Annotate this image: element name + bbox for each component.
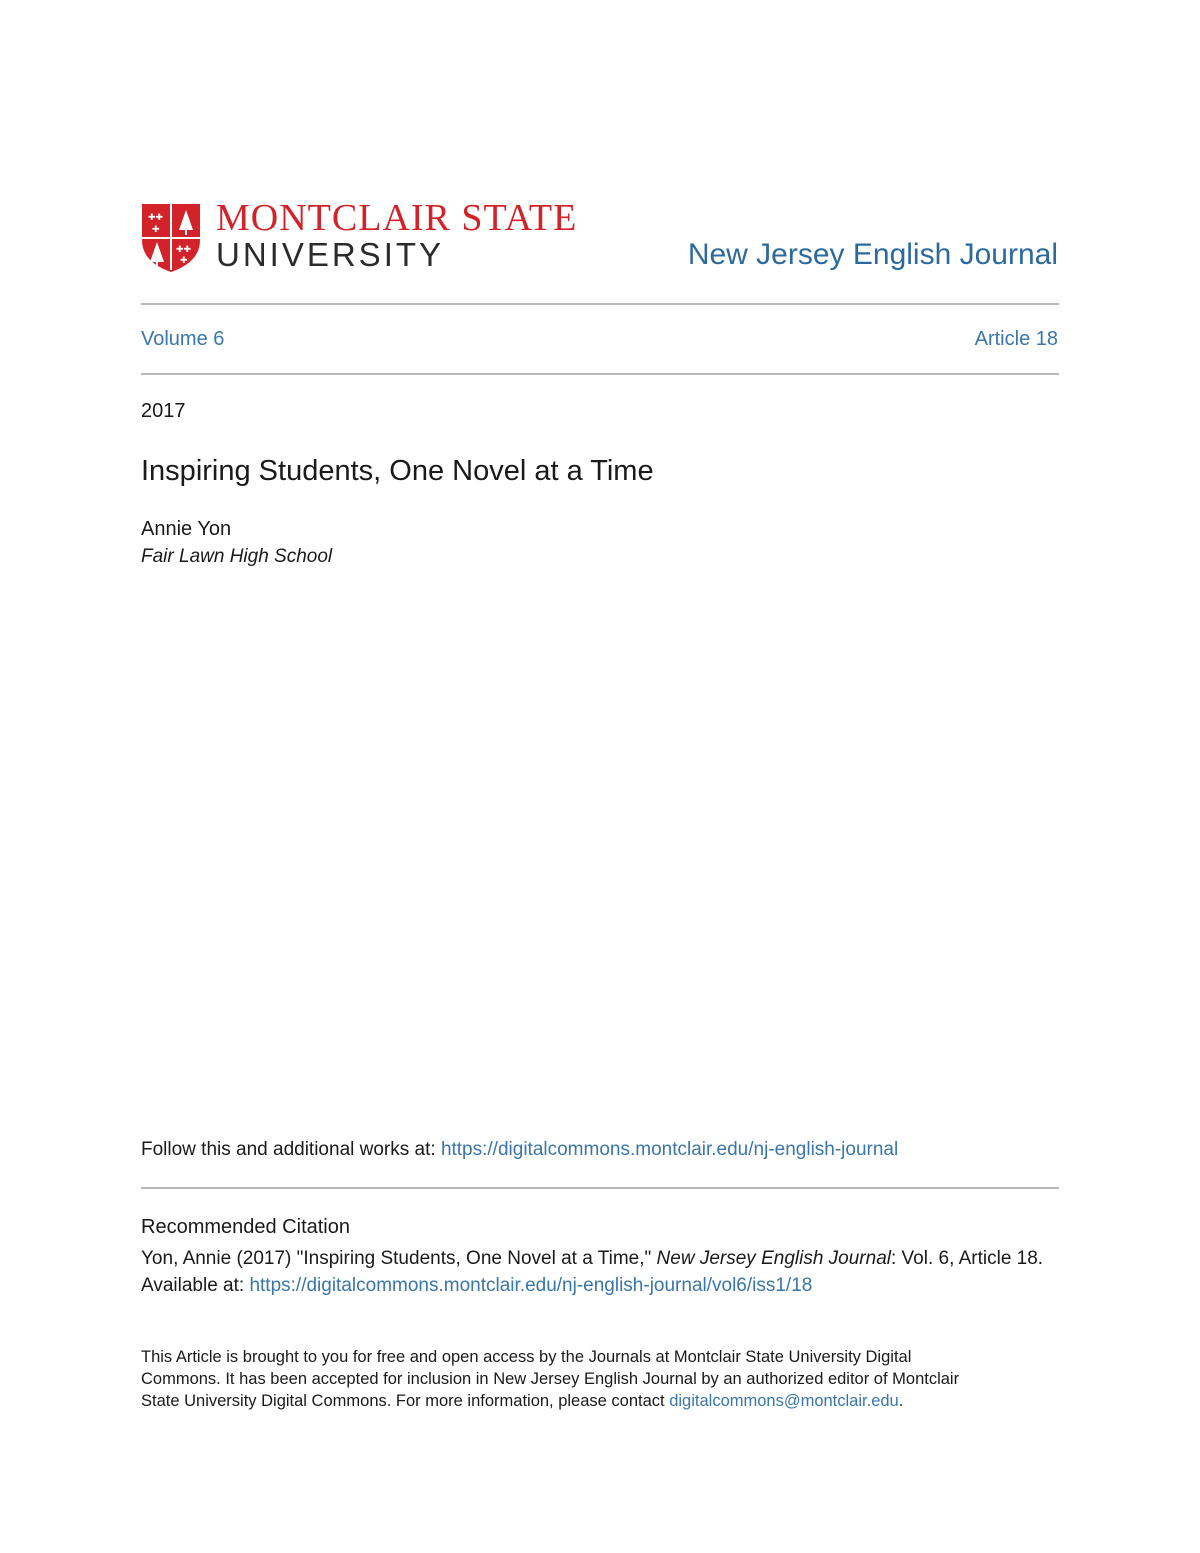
follow-url-link[interactable]: https://digitalcommons.montclair.edu/nj-english-journal bbox=[440, 1139, 899, 1160]
follow-line bbox=[141, 1139, 898, 1161]
available-prefix: Available at: bbox=[141, 1275, 250, 1296]
citation-block bbox=[141, 1245, 1071, 1299]
svg-text:✚: ✚ bbox=[152, 225, 160, 235]
volume-link[interactable]: Volume 6 bbox=[141, 328, 225, 350]
svg-text:✚✚: ✚✚ bbox=[148, 213, 164, 223]
logo-text-montclair-state: MONTCLAIR STATE bbox=[216, 197, 578, 239]
notice-line-3 bbox=[141, 1392, 903, 1410]
recommended-citation-heading: Recommended Citation bbox=[141, 1216, 350, 1238]
author-affiliation: Fair Lawn High School bbox=[141, 546, 333, 567]
contact-email-link[interactable]: digitalcommons@montclair.edu bbox=[669, 1392, 899, 1410]
notice-line-3-prefix: State University Digital Commons. For more information, please contact bbox=[141, 1392, 670, 1410]
citation-journal: New Jersey English Journal bbox=[656, 1248, 891, 1269]
divider-top bbox=[141, 303, 1059, 305]
svg-text:✚✚: ✚✚ bbox=[176, 245, 192, 255]
notice-line-3-suffix: . bbox=[898, 1392, 904, 1410]
citation-line bbox=[141, 1245, 1071, 1272]
citation-text-before: Yon, Annie (2017) "Inspiring Students, One Novel at a Time," bbox=[141, 1248, 657, 1269]
author-name: Annie Yon bbox=[141, 518, 232, 540]
notice-line-2: Commons. It has been accepted for inclusion in New Jersey English Journal by an authorized editor of Montclair bbox=[141, 1370, 960, 1388]
article-title: Inspiring Students, One Novel at a Time bbox=[141, 455, 654, 487]
svg-text:✚: ✚ bbox=[180, 256, 188, 266]
follow-prefix: Follow this and additional works at: bbox=[141, 1139, 441, 1160]
citation-text-after: : Vol. 6, Article 18. bbox=[891, 1248, 1044, 1269]
notice-line-1: This Article is brought to you for free and open access by the Journals at Montclair State University Digital bbox=[141, 1348, 912, 1366]
available-line bbox=[141, 1272, 1071, 1299]
divider-follow bbox=[141, 1187, 1059, 1189]
journal-name: New Jersey English Journal bbox=[687, 238, 1058, 271]
article-number-link[interactable]: Article 18 bbox=[974, 328, 1058, 350]
available-url-link[interactable]: https://digitalcommons.montclair.edu/nj-english-journal/vol6/iss1/18 bbox=[249, 1275, 813, 1296]
logo-text-university: UNIVERSITY bbox=[216, 236, 445, 273]
shield-icon bbox=[140, 200, 202, 274]
divider-meta bbox=[141, 373, 1059, 375]
university-logo bbox=[140, 198, 580, 278]
publication-year: 2017 bbox=[141, 400, 186, 422]
access-notice bbox=[141, 1346, 1041, 1412]
